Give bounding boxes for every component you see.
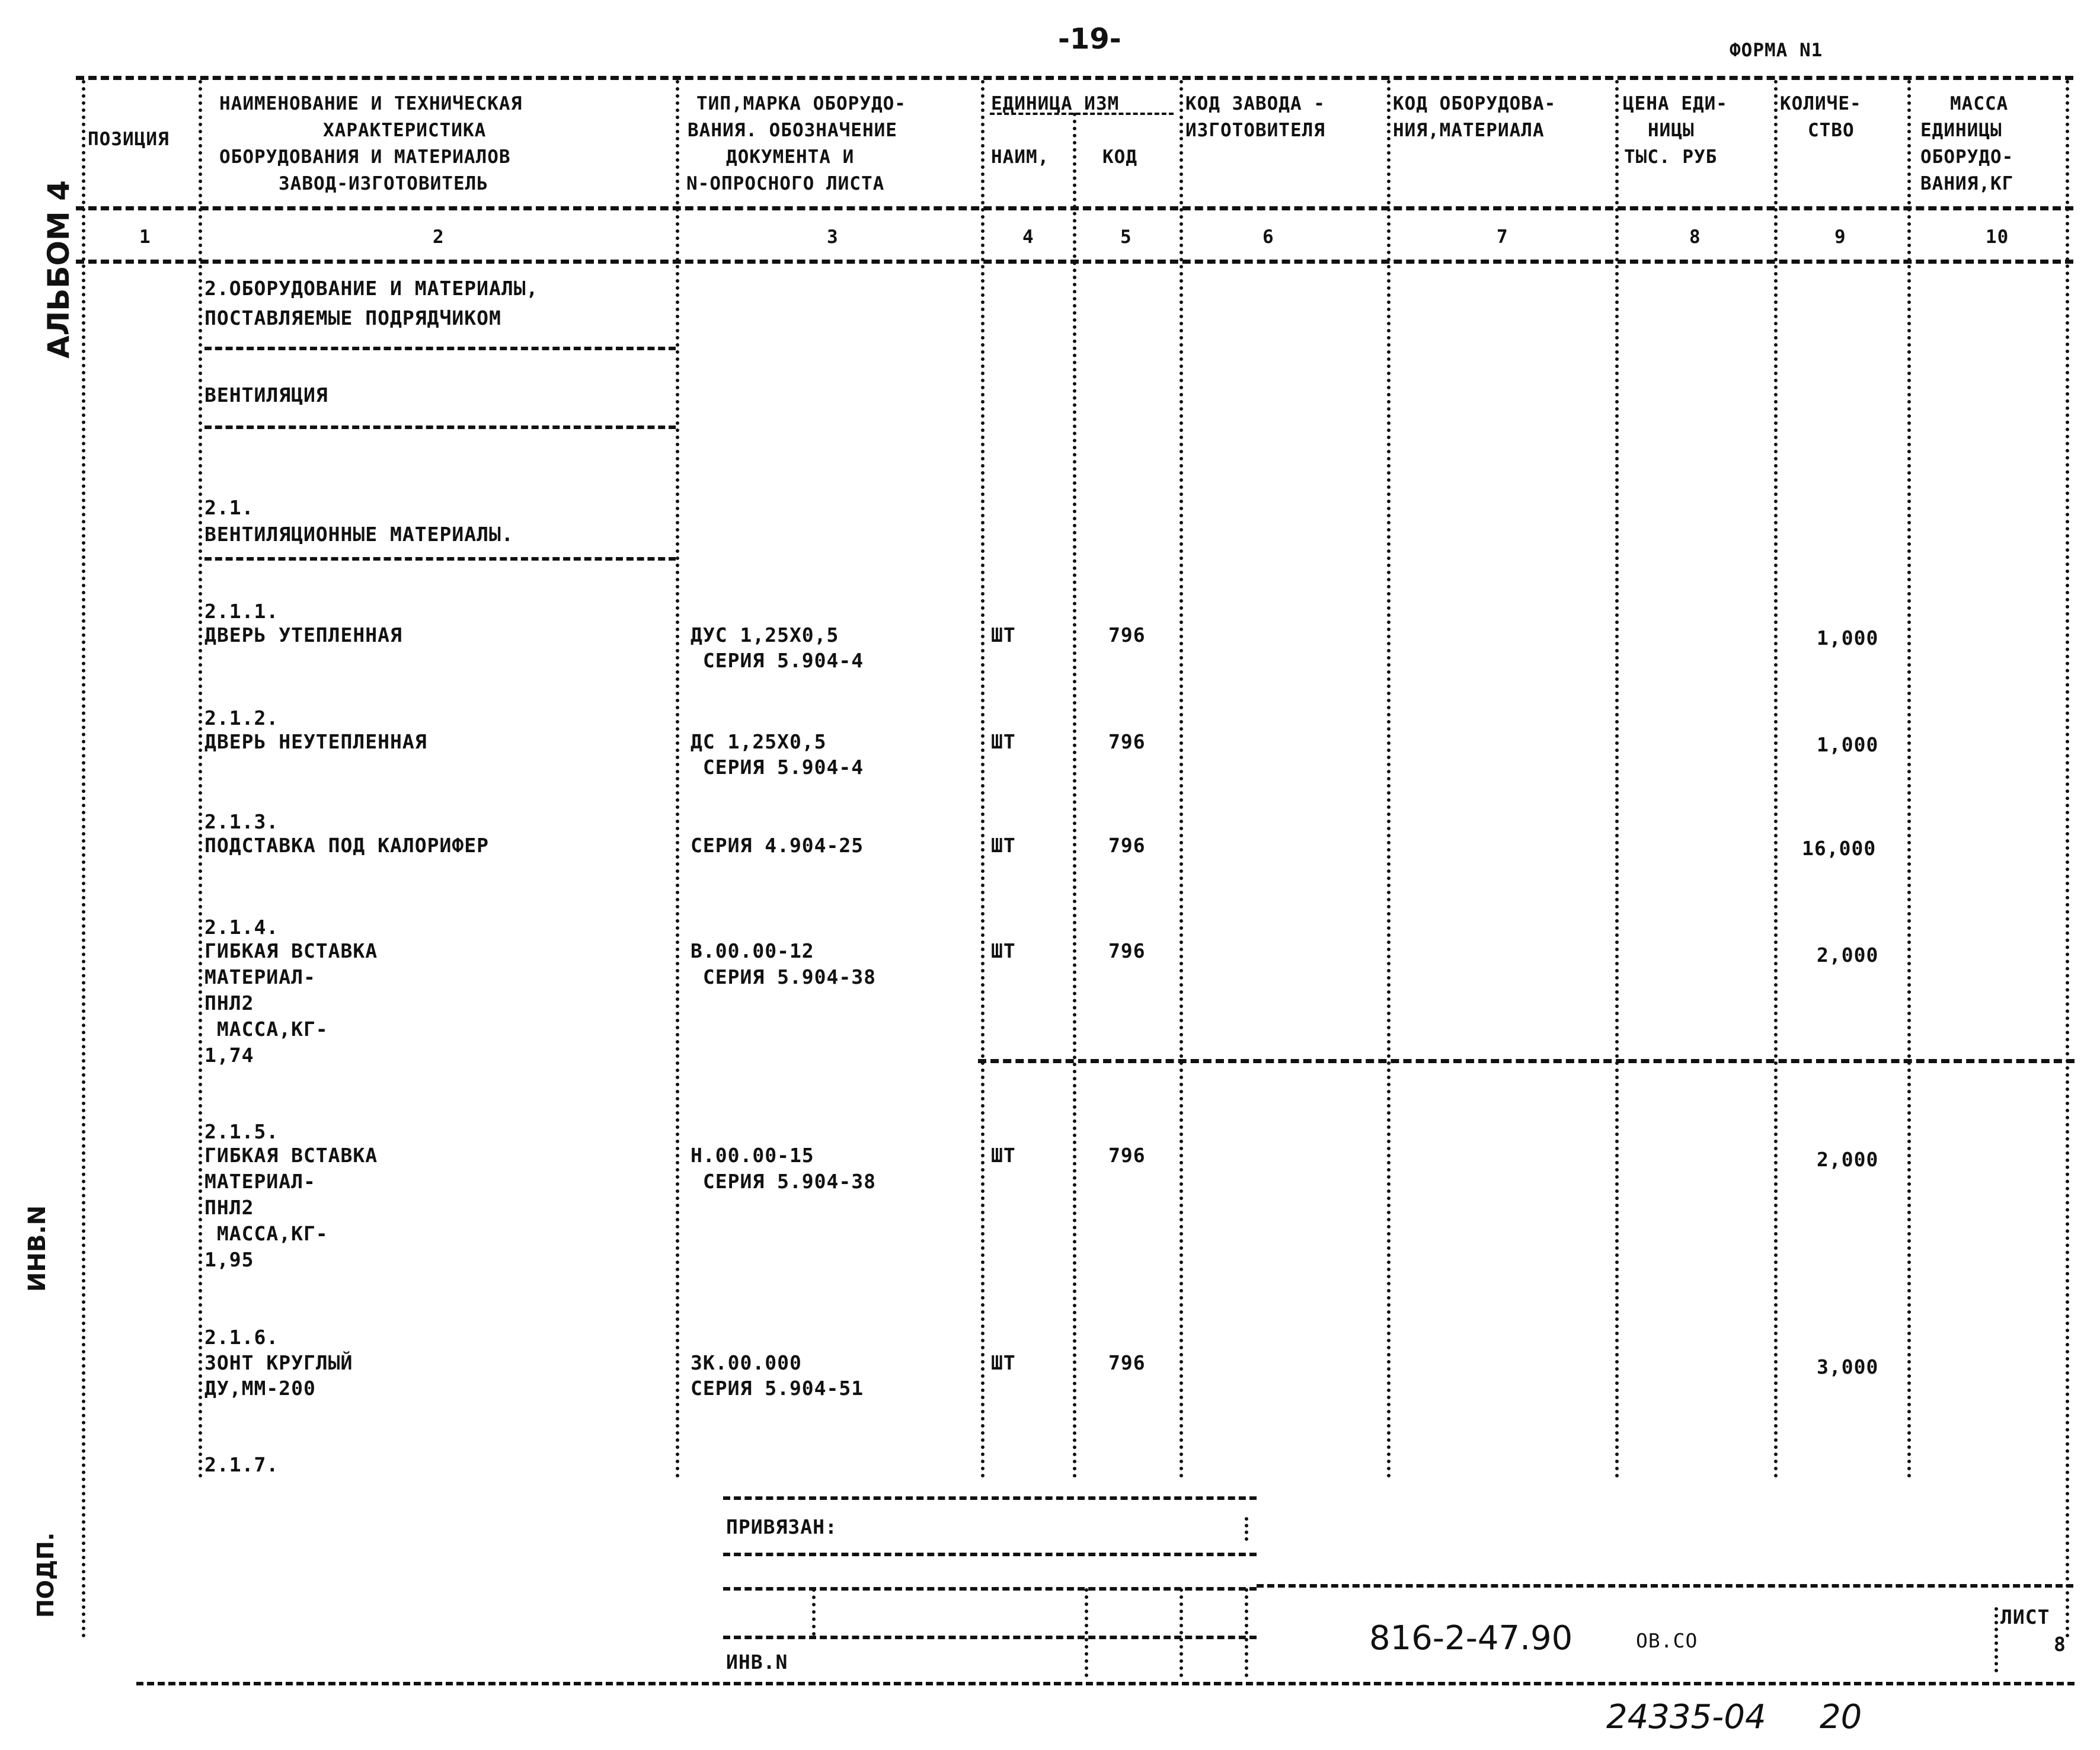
item-2-1-4-number: 2.1.4. xyxy=(204,916,279,939)
table-left-rule xyxy=(82,80,85,1639)
col-rule-5 xyxy=(1180,80,1183,1479)
stamp-rule-4 xyxy=(723,1636,1257,1639)
item-2-1-7-number: 2.1.7. xyxy=(204,1453,279,1476)
header-col-3-line-1: ТИП,МАРКА ОБОРУДО- xyxy=(696,93,906,114)
stamp-top-rule xyxy=(723,1496,1257,1500)
item-2-1-5-qty: 2,000 xyxy=(1817,1148,1879,1171)
item-2-1-1-qty: 1,000 xyxy=(1817,626,1879,650)
col-rule-2 xyxy=(676,80,679,1479)
item-2-1-5-mass: 1,95 xyxy=(204,1248,254,1271)
item-2-1-4-name: ГИБКАЯ ВСТАВКА xyxy=(204,939,378,962)
header-col-9-line-2: СТВО xyxy=(1808,120,1855,141)
item-2-1-4-mass: 1,74 xyxy=(204,1044,254,1067)
item-2-1-5-type: Н.00.00-15 xyxy=(691,1144,814,1167)
section-divider-1 xyxy=(204,347,676,350)
item-2-1-4-code: 796 xyxy=(1108,939,1146,962)
stamp-rule-3 xyxy=(723,1587,1257,1591)
col-num-8: 8 xyxy=(1689,226,1701,248)
archive-page: 20 xyxy=(1820,1698,1862,1736)
item-2-1-5-number: 2.1.5. xyxy=(204,1120,279,1143)
item-2-1-5-name: ГИБКАЯ ВСТАВКА xyxy=(204,1144,378,1167)
header-col-2-line-3: ОБОРУДОВАНИЯ И МАТЕРИАЛОВ xyxy=(219,146,511,168)
item-2-1-6-name: ЗОНТ КРУГЛЫЙ xyxy=(204,1351,353,1374)
item-2-1-3-unit: ШТ xyxy=(991,834,1016,857)
sheet-box-rule xyxy=(1994,1607,1998,1672)
header-col-10-line-4: ВАНИЯ,КГ xyxy=(1920,173,2014,194)
col-rule-7 xyxy=(1615,80,1619,1479)
item-2-1-1-number: 2.1.1. xyxy=(204,600,279,623)
table-right-rule xyxy=(2066,80,2069,1639)
item-2-1-2-code: 796 xyxy=(1108,730,1146,753)
item-2-1-1-type: ДУС 1,25Х0,5 xyxy=(691,623,839,647)
item-2-1-5-code: 796 xyxy=(1108,1144,1146,1167)
item-2-1-1-unit: ШТ xyxy=(991,623,1016,647)
col-rule-8 xyxy=(1774,80,1778,1479)
item-2-1-5-series: СЕРИЯ 5.904-38 xyxy=(691,1170,877,1193)
col-num-7: 7 xyxy=(1497,226,1508,248)
col-num-9: 9 xyxy=(1834,226,1846,248)
item-2-1-3-code: 796 xyxy=(1108,834,1146,857)
header-col-6-line-2: ИЗГОТОВИТЕЛЯ xyxy=(1185,120,1325,141)
signature-mark: ПОДП. xyxy=(33,1532,59,1618)
header-col-8-line-3: ТЫС. РУБ xyxy=(1624,146,1718,168)
header-col-3-line-2: ВАНИЯ. ОБОЗНАЧЕНИЕ xyxy=(688,120,897,141)
inventory-mark: ИНВ.N xyxy=(24,1205,51,1292)
header-col-8-line-2: НИЦЫ xyxy=(1648,120,1695,141)
col-rule-6 xyxy=(1387,80,1391,1479)
stamp-privyazan: ПРИВЯЗАН: xyxy=(726,1515,838,1538)
stamp-inv-label: ИНВ.N xyxy=(726,1650,788,1674)
item-2-1-4-material: ПНЛ2 xyxy=(204,991,254,1015)
stamp-inner-rule-2 xyxy=(1085,1588,1088,1677)
item-2-1-4-unit: ШТ xyxy=(991,939,1016,962)
header-unit-group: ЕДИНИЦА ИЗМ xyxy=(991,93,1120,114)
table-top-rule xyxy=(76,76,2073,80)
item-2-1-6-series: СЕРИЯ 5.904-51 xyxy=(691,1377,864,1400)
stamp-main-rule xyxy=(1257,1584,2073,1588)
section-title-line-1: 2.ОБОРУДОВАНИЕ И МАТЕРИАЛЫ, xyxy=(204,277,539,300)
item-2-1-6-unit: ШТ xyxy=(991,1351,1016,1374)
stamp-inner-rule-3 xyxy=(1180,1588,1183,1677)
document-code: 816-2-47.90 xyxy=(1369,1619,1573,1658)
page-number: -19- xyxy=(1058,23,1121,56)
header-col-3-line-3: ДОКУМЕНТА И xyxy=(726,146,855,168)
header-col-2-line-4: ЗАВОД-ИЗГОТОВИТЕЛЬ xyxy=(279,173,488,194)
item-2-1-4-series: СЕРИЯ 5.904-38 xyxy=(691,965,877,988)
item-2-1-4-material-label: МАТЕРИАЛ- xyxy=(204,965,316,988)
album-mark: АЛЬБОМ 4 xyxy=(41,180,76,359)
table-bottom-rule xyxy=(136,1682,2075,1685)
group-2-1-number: 2.1. xyxy=(204,496,254,519)
col-num-10: 10 xyxy=(1986,226,2009,248)
header-col-7-line-2: НИЯ,МАТЕРИАЛА xyxy=(1393,120,1545,141)
item-2-1-2-type: ДС 1,25Х0,5 xyxy=(691,730,827,753)
item-2-1-6-size: ДУ,ММ-200 xyxy=(204,1377,316,1400)
item-2-1-1-code: 796 xyxy=(1108,623,1146,647)
item-2-1-6-qty: 3,000 xyxy=(1817,1355,1879,1378)
header-col-3-line-4: N-ОПРОСНОГО ЛИСТА xyxy=(686,173,885,194)
col-rule-4 xyxy=(1073,113,1076,1479)
col-num-1: 1 xyxy=(139,226,151,248)
archive-number: 24335-04 xyxy=(1606,1698,1766,1736)
col-num-3: 3 xyxy=(827,226,839,248)
header-col-2-line-2: ХАРАКТЕРИСТИКА xyxy=(323,120,487,141)
header-col-8-line-1: ЦЕНА ЕДИ- xyxy=(1623,93,1728,114)
header-col-7-line-1: КОД ОБОРУДОВА- xyxy=(1393,93,1556,114)
item-2-1-6-code: 796 xyxy=(1108,1351,1146,1374)
stamp-privyazan-end xyxy=(1245,1517,1248,1541)
header-col-2-line-1: НАИМЕНОВАНИЕ И ТЕХНИЧЕСКАЯ xyxy=(219,93,523,114)
stamp-inner-rule-4 xyxy=(1245,1588,1248,1677)
item-2-1-3-qty: 16,000 xyxy=(1802,837,1877,860)
item-2-1-4-type: В.00.00-12 xyxy=(691,939,814,962)
section-divider-3 xyxy=(204,557,676,561)
item-2-1-2-series: СЕРИЯ 5.904-4 xyxy=(691,756,864,779)
item-2-1-3-type: СЕРИЯ 4.904-25 xyxy=(691,834,864,857)
subsection-ventilation: ВЕНТИЛЯЦИЯ xyxy=(204,383,328,407)
stamp-rule-2 xyxy=(723,1553,1257,1556)
col-num-2: 2 xyxy=(433,226,445,248)
col-rule-9 xyxy=(1907,80,1911,1479)
stamp-inner-rule-1 xyxy=(812,1588,816,1636)
form-label: ФОРМА N1 xyxy=(1730,40,1823,61)
section-divider-2 xyxy=(204,425,676,429)
item-2-1-5-material-label: МАТЕРИАЛ- xyxy=(204,1170,316,1193)
item-2-1-1-series: СЕРИЯ 5.904-4 xyxy=(691,649,864,672)
col-rule-3 xyxy=(981,80,985,1479)
col-num-4: 4 xyxy=(1022,226,1034,248)
item-2-1-1-name: ДВЕРЬ УТЕПЛЕННАЯ xyxy=(204,623,402,647)
col-num-5: 5 xyxy=(1120,226,1132,248)
col-num-6: 6 xyxy=(1262,226,1274,248)
item-2-1-2-name: ДВЕРЬ НЕУТЕПЛЕННАЯ xyxy=(204,730,427,753)
item-2-1-4-mass-label: МАССА,КГ- xyxy=(204,1018,328,1041)
item-2-1-3-name: ПОДСТАВКА ПОД КАЛОРИФЕР xyxy=(204,834,489,857)
item-2-1-3-number: 2.1.3. xyxy=(204,810,279,833)
header-col-10-line-3: ОБОРУДО- xyxy=(1920,146,2014,168)
header-col-6-line-1: КОД ЗАВОДА - xyxy=(1185,93,1325,114)
item-2-1-5-unit: ШТ xyxy=(991,1144,1016,1167)
header-col-4: НАИМ, xyxy=(991,146,1050,168)
sheet-number: 8 xyxy=(2054,1633,2066,1656)
group-2-1-title: ВЕНТИЛЯЦИОННЫЕ МАТЕРИАЛЫ. xyxy=(204,523,514,546)
header-col-10-line-1: МАССА xyxy=(1950,93,2009,114)
item-2-1-2-number: 2.1.2. xyxy=(204,706,279,730)
item-2-1-2-unit: ШТ xyxy=(991,730,1016,753)
header-col-9-line-1: КОЛИЧЕ- xyxy=(1780,93,1862,114)
section-title-line-2: ПОСТАВЛЯЕМЫЕ ПОДРЯДЧИКОМ xyxy=(204,306,501,329)
item-2-1-6-type: ЗК.00.000 xyxy=(691,1351,802,1374)
item-2-1-5-material: ПНЛ2 xyxy=(204,1196,254,1219)
item-2-1-2-qty: 1,000 xyxy=(1817,733,1879,756)
item-2-1-4-qty: 2,000 xyxy=(1817,943,1879,967)
header-col-10-line-2: ЕДИНИЦЫ xyxy=(1920,120,2002,141)
item-2-1-6-number: 2.1.6. xyxy=(204,1326,279,1349)
sheet-label: ЛИСТ xyxy=(2000,1605,2050,1629)
col-rule-1 xyxy=(199,80,202,1479)
header-col-1: ПОЗИЦИЯ xyxy=(88,129,170,150)
item-2-1-5-mass-label: МАССА,КГ- xyxy=(204,1222,328,1245)
header-col-5: КОД xyxy=(1102,146,1137,168)
document-suffix: ОВ.СО xyxy=(1636,1629,1698,1652)
